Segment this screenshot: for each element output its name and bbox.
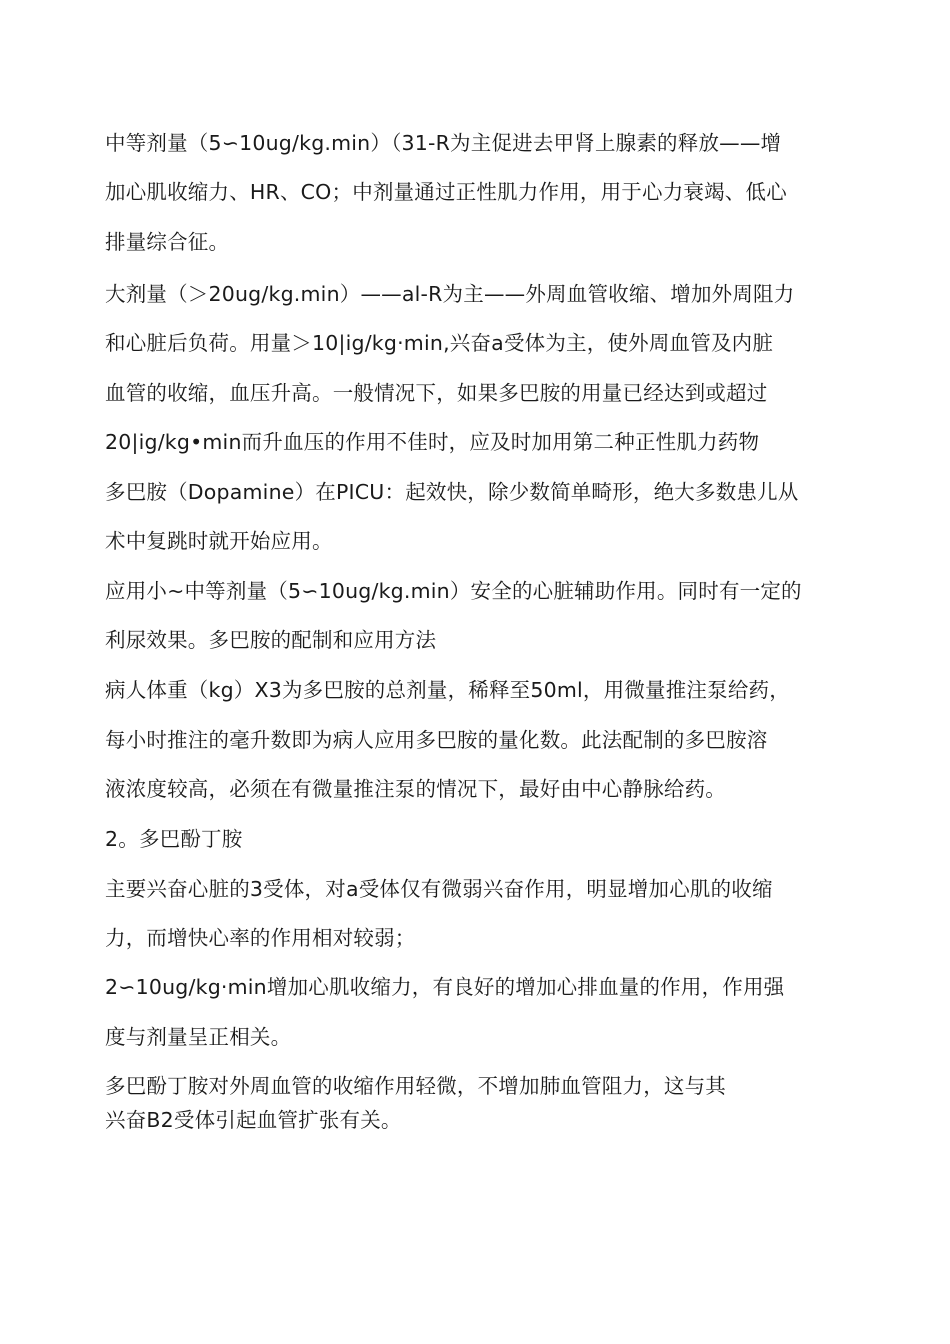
text-line: 2∽10ug/kg·min增加心肌收缩力，有良好的增加心排血量的作用，作用强 [105, 975, 785, 999]
text-line: 多巴酚丁胺对外周血管的收缩作用轻微，不增加肺血管阻力，这与其 [105, 1074, 726, 1098]
text-line: 每小时推注的毫升数即为病人应用多巴胺的量化数。此法配制的多巴胺溶 [105, 728, 768, 752]
text-line: 和心脏后负荷。用量＞10|ig/kg·min,兴奋a受体为主，使外周血管及内脏 [105, 331, 774, 355]
text-line: 度与剂量呈正相关。 [105, 1025, 292, 1049]
text-line: 主要兴奋心脏的3受体，对a受体仅有微弱兴奋作用，明显增加心肌的收缩 [105, 877, 773, 901]
text-line: 20|ig/kg•min而升血压的作用不佳时，应及时加用第二种正性肌力药物 [105, 430, 760, 454]
text-line: 2。多巴酚丁胺 [105, 827, 243, 851]
text-line: 应用小~中等剂量（5∽10ug/kg.min）安全的心脏辅助作用。同时有一定的 [105, 579, 802, 603]
text-line: 加心肌收缩力、HR、CO；中剂量通过正性肌力作用，用于心力衰竭、低心 [105, 180, 787, 204]
text-line: 病人体重（kg）X3为多巴胺的总剂量，稀释至50ml，用微量推注泵给药， [105, 678, 790, 702]
text-line: 术中复跳时就开始应用。 [105, 529, 333, 553]
text-line: 利尿效果。多巴胺的配制和应用方法 [105, 628, 437, 652]
text-line: 血管的收缩，血压升高。一般情况下，如果多巴胺的用量已经达到或超过 [105, 381, 768, 405]
text-line: 兴奋B2受体引起血管扩张有关。 [105, 1108, 402, 1132]
text-line: 力，而增快心率的作用相对较弱； [105, 926, 416, 950]
text-line: 中等剂量（5∽10ug/kg.min）（31-R为主促进去甲肾上腺素的释放——增 [105, 131, 782, 155]
text-line: 排量综合征。 [105, 230, 230, 254]
text-line: 大剂量（＞20ug/kg.min）——al-R为主——外周血管收缩、增加外周阻力 [105, 282, 795, 306]
text-line: 多巴胺（Dopamine）在PICU：起效快，除少数简单畸形，绝大多数患儿从 [105, 480, 799, 504]
text-line: 液浓度较高，必须在有微量推注泵的情况下，最好由中心静脉给药。 [105, 777, 726, 801]
